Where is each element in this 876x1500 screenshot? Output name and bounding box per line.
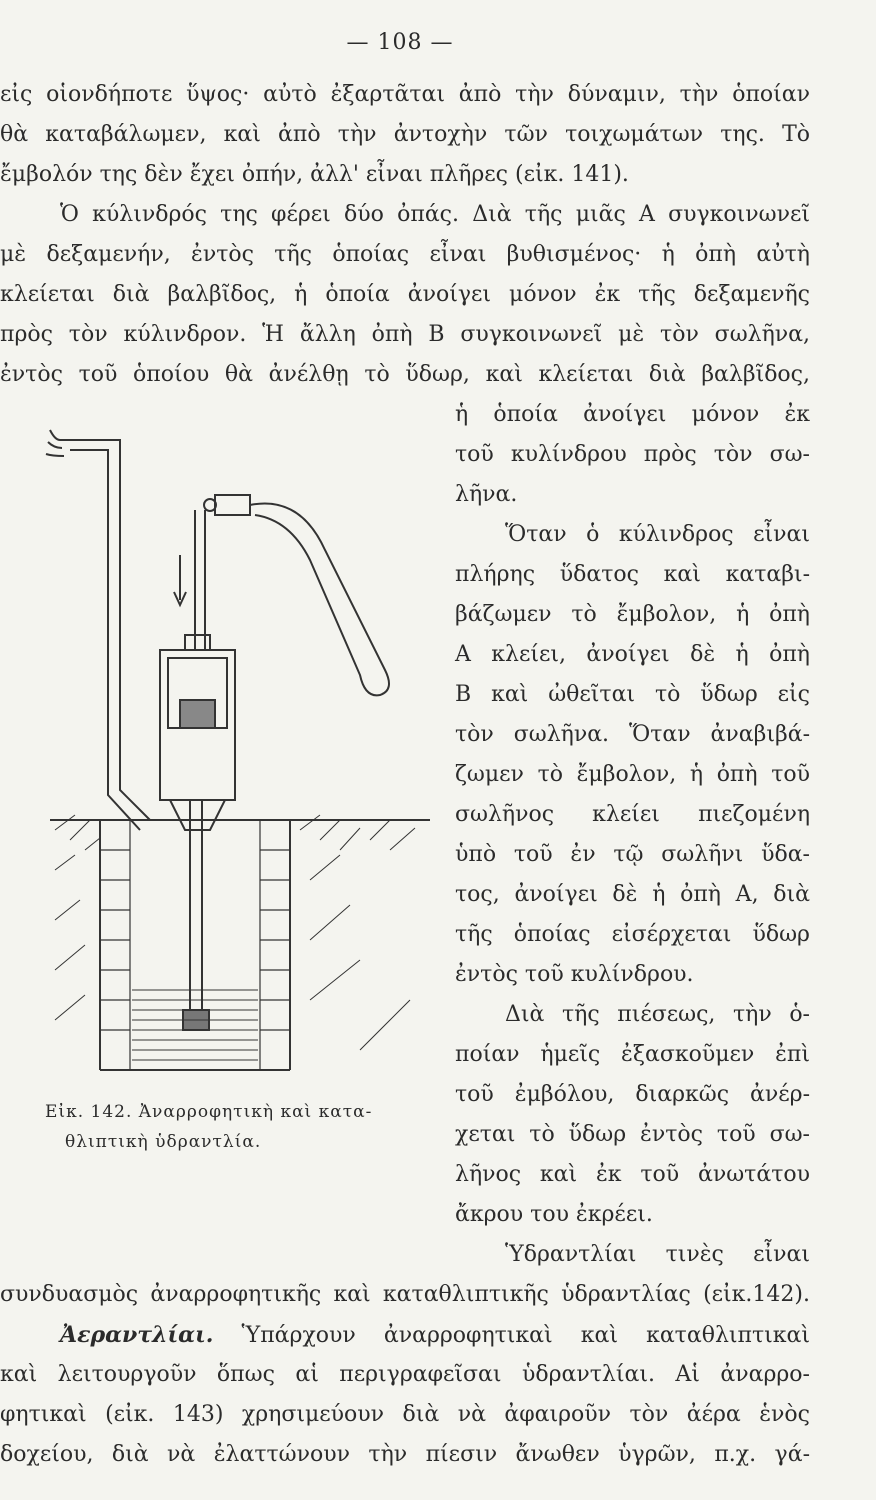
figure-caption-line1: Εἰκ. 142. Ἀναρροφητικὴ καὶ κατα- xyxy=(45,1102,373,1122)
text-line: Διὰ τῆς πιέσεως, τὴν ὁ- xyxy=(505,1002,810,1027)
text-line: συνδυασμὸς ἀναρροφητικῆς καὶ καταθλιπτικῆς ὑδραντλίας (εἰκ.142). xyxy=(0,1282,810,1307)
text-line: θὰ καταβάλωμεν, καὶ ἀπὸ τὴν ἀντοχὴν τῶν τοιχωμάτων της. Τὸ xyxy=(0,122,810,147)
text-line: κλείεται διὰ βαλβῖδος, ἡ ὁποία ἀνοίγει μόνον ἐκ τῆς δεξαμενῆς xyxy=(0,282,810,307)
text-line: ποίαν ἡμεῖς ἐξασκοῦμεν ἐπὶ xyxy=(455,1042,810,1067)
text-line: τῆς ὁποίας εἰσέρχεται ὕδωρ xyxy=(455,922,810,947)
text-line: ὑπὸ τοῦ ἐν τῷ σωλῆνι ὕδα- xyxy=(455,842,810,867)
text-line: ἄκρου του ἐκρέει. xyxy=(455,1202,653,1227)
text-line: εἰς οἱονδήποτε ὕψος· αὐτὸ ἐξαρτᾶται ἀπὸ τὴν δύναμιν, τὴν ὁποίαν xyxy=(0,82,810,107)
text-line: σωλῆνος κλείει πιεζομένη xyxy=(455,802,810,827)
section-heading-text: Ὑπάρχουν ἀναρροφητικαὶ καὶ καταθλιπτικαὶ xyxy=(241,1323,811,1348)
text-line: βάζωμεν τὸ ἔμβολον, ἡ ὀπὴ xyxy=(455,602,810,627)
text-line: χεται τὸ ὕδωρ ἐντὸς τοῦ σω- xyxy=(455,1122,810,1147)
text-line: λῆνα. xyxy=(455,482,518,507)
text-line: Α κλείει, ἀνοίγει δὲ ἡ ὀπὴ xyxy=(455,642,810,667)
text-line: τος, ἀνοίγει δὲ ἡ ὀπὴ Α, διὰ xyxy=(455,882,810,907)
text-line: τοῦ ἐμβόλου, διαρκῶς ἀνέρ- xyxy=(455,1082,810,1107)
page-number: — 108 — xyxy=(346,30,454,55)
text-line: φητικαὶ (εἰκ. 143) χρησιμεύουν διὰ νὰ ἀφαιροῦν τὸν ἀέρα ἑνὸς xyxy=(0,1402,810,1427)
section-heading-line xyxy=(60,1320,810,1351)
text-line: ἡ ὁποία ἀνοίγει μόνον ἐκ xyxy=(455,402,810,427)
text-line: Ὁ κύλινδρός της φέρει δύο ὀπάς. Διὰ τῆς μιᾶς Α συγκοινωνεῖ xyxy=(60,202,810,227)
text-line: καὶ λειτουργοῦν ὅπως αἱ περιγραφεῖσαι ὑδραντλίαι. Αἱ ἀναρρο- xyxy=(0,1362,810,1387)
text-line: Ὑδραντλίαι τινὲς εἶναι xyxy=(505,1242,810,1267)
text-line: λῆνος καὶ ἐκ τοῦ ἀνωτάτου xyxy=(455,1162,810,1187)
text-line: δοχείου, διὰ νὰ ἐλαττώνουν τὴν πίεσιν ἄνωθεν ὑγρῶν, π.χ. γά- xyxy=(0,1442,810,1467)
text-line: τοῦ κυλίνδρου πρὸς τὸν σω- xyxy=(455,442,810,467)
pump-illustration xyxy=(40,400,440,1090)
text-line: Ὅταν ὁ κύλινδρος εἶναι xyxy=(505,522,810,547)
text-line: τὸν σωλῆνα. Ὅταν ἀναβιβά- xyxy=(455,722,810,747)
text-line: ἐντὸς τοῦ κυλίνδρου. xyxy=(455,962,694,987)
text-line: μὲ δεξαμενήν, ἐντὸς τῆς ὁποίας εἶναι βυθισμένος· ἡ ὀπὴ αὐτὴ xyxy=(0,242,810,267)
text-line: ζωμεν τὸ ἔμβολον, ἡ ὀπὴ τοῦ xyxy=(455,762,810,787)
text-line: Β καὶ ὠθεῖται τὸ ὕδωρ εἰς xyxy=(455,682,810,707)
text-line: ἔμβολόν της δὲν ἔχει ὀπήν, ἀλλ' εἶναι πλῆρες (εἰκ. 141). xyxy=(0,162,629,187)
text-line: πλήρης ὕδατος καὶ καταβι- xyxy=(455,562,810,587)
text-line: ἐντὸς τοῦ ὁποίου θὰ ἀνέλθῃ τὸ ὕδωρ, καὶ κλείεται διὰ βαλβῖδος, xyxy=(0,362,810,387)
section-heading: Ἀεραντλίαι. xyxy=(60,1322,214,1348)
text-line: πρὸς τὸν κύλινδρον. Ἡ ἄλλη ὀπὴ Β συγκοινωνεῖ μὲ τὸν σωλῆνα, xyxy=(0,322,810,347)
figure-caption-line2: θλιπτικὴ ὑδραντλία. xyxy=(65,1132,262,1152)
